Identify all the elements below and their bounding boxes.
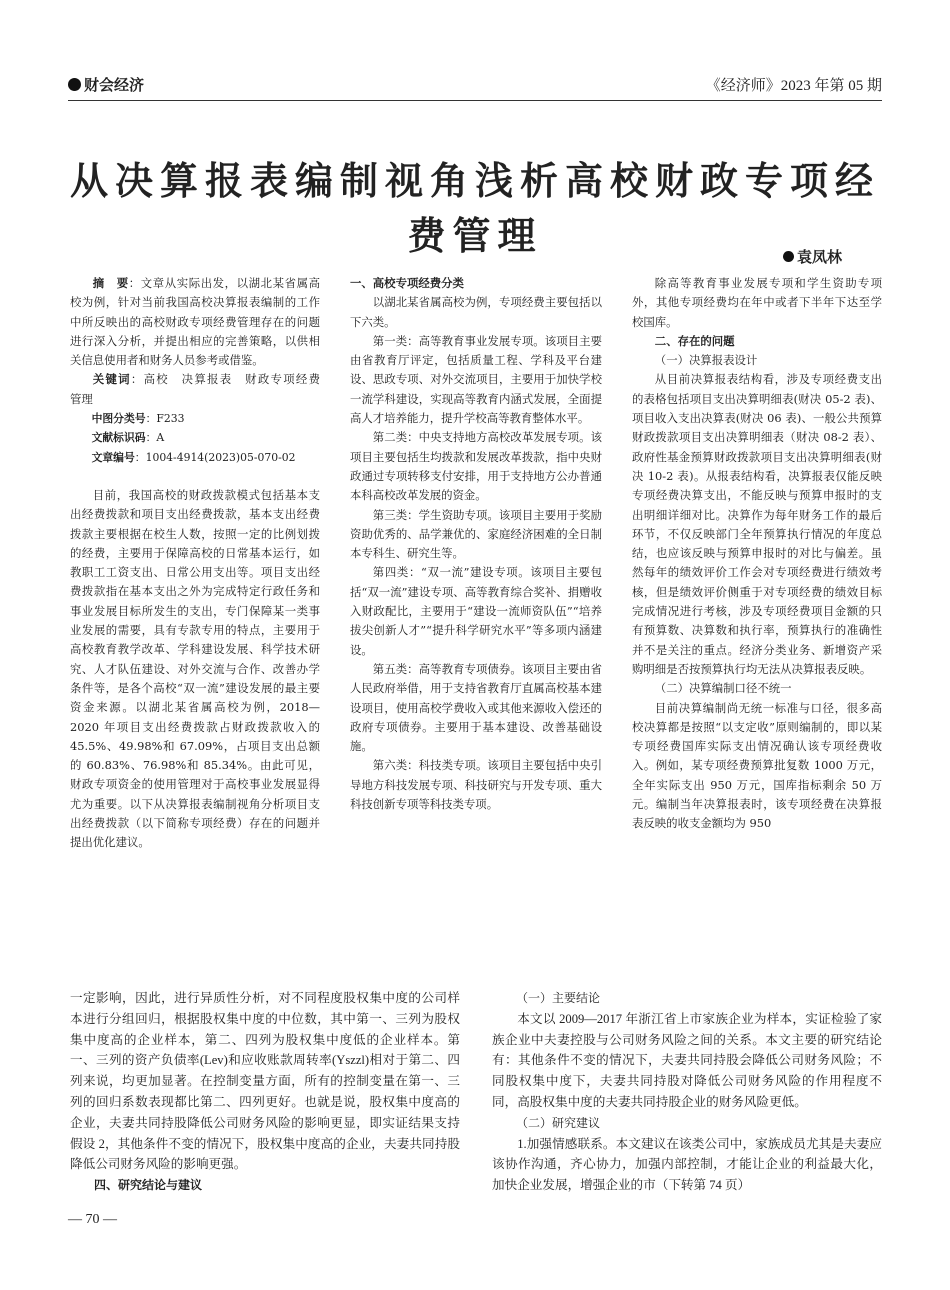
section-name: 财会经济 [84, 76, 145, 94]
running-header [68, 74, 882, 98]
classification [70, 409, 320, 428]
paragraph: 以湖北某省属高校为例，专项经费主要包括以下六类。 [350, 295, 602, 329]
keywords [70, 370, 332, 409]
classification-label: 中图分类号 [91, 412, 146, 426]
lower-right-column [492, 988, 882, 1196]
column-3 [632, 274, 882, 834]
header-rule [68, 100, 882, 101]
keywords-label: 关键词 [92, 372, 131, 387]
abstract-label: 摘 要 [92, 276, 129, 290]
doc-code-label: 文献标识码 [91, 431, 146, 445]
paragraph: 从目前决算报表结构看，涉及专项经费支出的表格包括项目支出决算明细表(财决 05-2 表)、项目收入支出决算表(财决 06 表)、一般公共预算财政拨款项目支出决算明细表（财决 08-2 表）、政府性基金预算财政拨款项目支出决算明细表(财决 10-2 表)。从报表结构看，决算报表仅能反映专项经费决算支出，不能反映与预算申报时的支出明细详细对比。决算作为每年财务工作的最后环节，不仅反映部门全年预算执行情况的年度总结，也应该反映与预算申报时的对比与偏差。虽然每年的绩效评价工作会对专项经费进行绩效考核，但是绩效评价侧重于对专项经费的绩效目标完成情况进行考核，涉及专项经费项目金额的只有预算数、决算数和执行率，预算执行的准确性并不是关注的重点。经济分类业务、新增资产采购明细是否按预算执行均无法从决算报表反映。 [632, 372, 882, 676]
paragraph: 一定影响，因此，进行异质性分析，对不同程度股权集中度的公司样本进行分组回归，根据股权集中度的中位数，其中第一、三列为股权集中度高的企业样本，第二、四列为股权集中度低的企业样本。第一、三列的资产负债率(Lev)和应收账款周转率(Yszzl)相对于第二、四列来说，均更加显著。在控制变量方面，所有的控制变量在第一、三列的回归系数表现都比第二、四列更好。也就是说，股权集中度高的企业，夫妻共同持股降低公司财务风险的影响更显，即实证结果支持假设 2，其他条件不变的情况下，股权集中度高的企业，夫妻共同持股降低公司财务风险的影响更强。 [70, 991, 460, 1172]
section-heading-1: 一、高校专项经费分类 [350, 276, 464, 290]
section-heading-2: 二、存在的问题 [654, 333, 735, 348]
article-title: 从决算报表编制视角浅析高校财政专项经费管理 [69, 159, 880, 258]
abstract [70, 274, 320, 370]
category-item: 第四类：“双一流”建设专项。该项目主要包括“双一流”建设专项、高等教育综合奖补、捐赠收入财政配比，主要用于“建设一流师资队伍”“培养拔尖创新人才”“提升科学研究水平”等多项内涵建设。 [350, 565, 602, 657]
paragraph: 1.加强情感联系。本文建议在该类公司中，家族成员尤其是夫妻应该协作沟通，齐心协力，加强内部控制，才能让企业的利益最大化，加快企业发展，增强企业的市（下转第 74 页） [492, 1136, 882, 1193]
abstract-text: ：文章从实际出发，以湖北某省属高校为例，针对当前我国高校决算报表编制的工作中所反映出的高校财政专项经费管理存在的问题进行深入分析，并提出相应的完善策略，以供相关信息使用者和财务人员参考或借鉴。 [70, 276, 320, 368]
paragraph: 除高等教育事业发展专项和学生资助专项外，其他专项经费均在年中或者下半年下达至学校国库。 [632, 276, 882, 329]
subheading: （一）主要结论 [516, 991, 601, 1005]
page-number: — 70 — [68, 1212, 117, 1227]
lower-left-column [70, 988, 460, 1196]
article-number-value: ：1004-4914(2023)05-070-02 [134, 450, 296, 464]
classification-value: ：F233 [145, 412, 185, 426]
doc-code-value: ：A [145, 431, 165, 445]
article-number [70, 448, 320, 467]
column-1 [70, 274, 332, 853]
bullet-icon [783, 251, 794, 262]
category-item: 第二类：中央支持地方高校改革发展专项。该项目主要包括生均拨款和发展改革拨款，指中央财政通过专项转移支付安排，用于支持地方公办普通本科高校改革发展的资金。 [350, 430, 602, 503]
column-2 [350, 274, 602, 814]
intro-paragraph: 目前，我国高校的财政拨款模式包括基本支出经费拨款和项目支出经费拨款，基本支出经费拨款主要根据在校生人数，按照一定的比例划拨的经费，主要用于保障高校的日常基本运行，如教职工工资支出、日常公用支出等。项目支出经费拨款指在基本支出之外为完成特定行政任务和事业发展目标所发生的支出，专门保障某一类事业发展的需要，具有专款专用的特点，主要用于高校教育教学改革、学科建设发展、科学技术研究、人才队伍建设、对外交流与合作、改善办学条件等，是各个高校“双一流”建设发展的最主要资金来源。以湖北某省属高校为例，2018—2020 年项目支出经费拨款占财政拨款收入的 45.5%、49.98%和 67.09%，占项目支出总额的 60.83%、76.98%和 85.34%。由此可见，财政专项资金的使用管理对于高校事业发展显得尤为重要。以下从决算报表编制视角分析项目支出经费拨款（以下简称专项经费）存在的问题并提出优化建议。 [70, 487, 320, 850]
doc-code [70, 428, 320, 447]
author-name: 袁凤林 [796, 248, 842, 266]
category-item: 第五类：高等教育专项债券。该项目主要由省人民政府举借，用于支持省教育厅直属高校基本建设项目，使用高校学费收入或其他来源收入偿还的政府专项债券。主要用于基本建设、改善基础设施。 [350, 661, 602, 754]
subheading: （二）决算编制口径不统一 [654, 681, 792, 696]
category-item: 第六类：科技类专项。该项目主要包括中央引导地方科技发展专项、科技研究与开发专项、重大科技创新专项等科技类专项。 [350, 758, 602, 812]
subheading: （二）研究建议 [516, 1115, 601, 1130]
section-heading: 四、研究结论与建议 [94, 1178, 203, 1193]
article-number-label: 文章编号 [91, 450, 135, 464]
subheading: （一）决算报表设计 [654, 353, 758, 368]
paragraph: 本文以 2009—2017 年浙江省上市家族企业为样本，实证检验了家族企业中夫妻控股与公司财务风险之间的关系。本文主要的研究结论有：其他条件不变的情况下，夫妻共同持股会降低公司财务风险；不同股权集中度下，夫妻共同持股对降低公司财务风险的作用程度不同，高股权集中度的夫妻共同持股企业的财务风险更低。 [492, 1011, 882, 1109]
keywords-text: ：高校 决算报表 财政专项经费 管理 [70, 372, 332, 406]
category-item: 第一类：高等教育事业发展专项。该项目主要由省教育厅评定，包括质量工程、学科及平台建设、思政专项、对外交流项目，主要用于加快学校一流学科建设，实现高等教育内涵式发展，全面提高人才培养能力，提升学校高等教育整体水平。 [350, 333, 602, 426]
journal-issue: 《经济师》2023 年第 05 期 [705, 78, 882, 94]
section-label [68, 74, 144, 95]
bullet-icon [68, 78, 81, 91]
category-item: 第三类：学生资助专项。该项目主要用于奖励资助优秀的、品学兼优的、家庭经济困难的全日制本专科生、研究生等。 [350, 507, 602, 561]
author-line [783, 246, 842, 267]
paragraph: 目前决算编制尚无统一标准与口径，很多高校决算都是按照“以支定收”原则编制的，即以某专项经费国库实际支出情况确认该专项经费收入。例如，某专项经费预算批复数 1000 万元，全年实际支出 950 万元，国库指标剩余 50 万元。编制当年决算报表时，该专项经费在决算报表反映的收支金额均为 950 [632, 700, 882, 831]
